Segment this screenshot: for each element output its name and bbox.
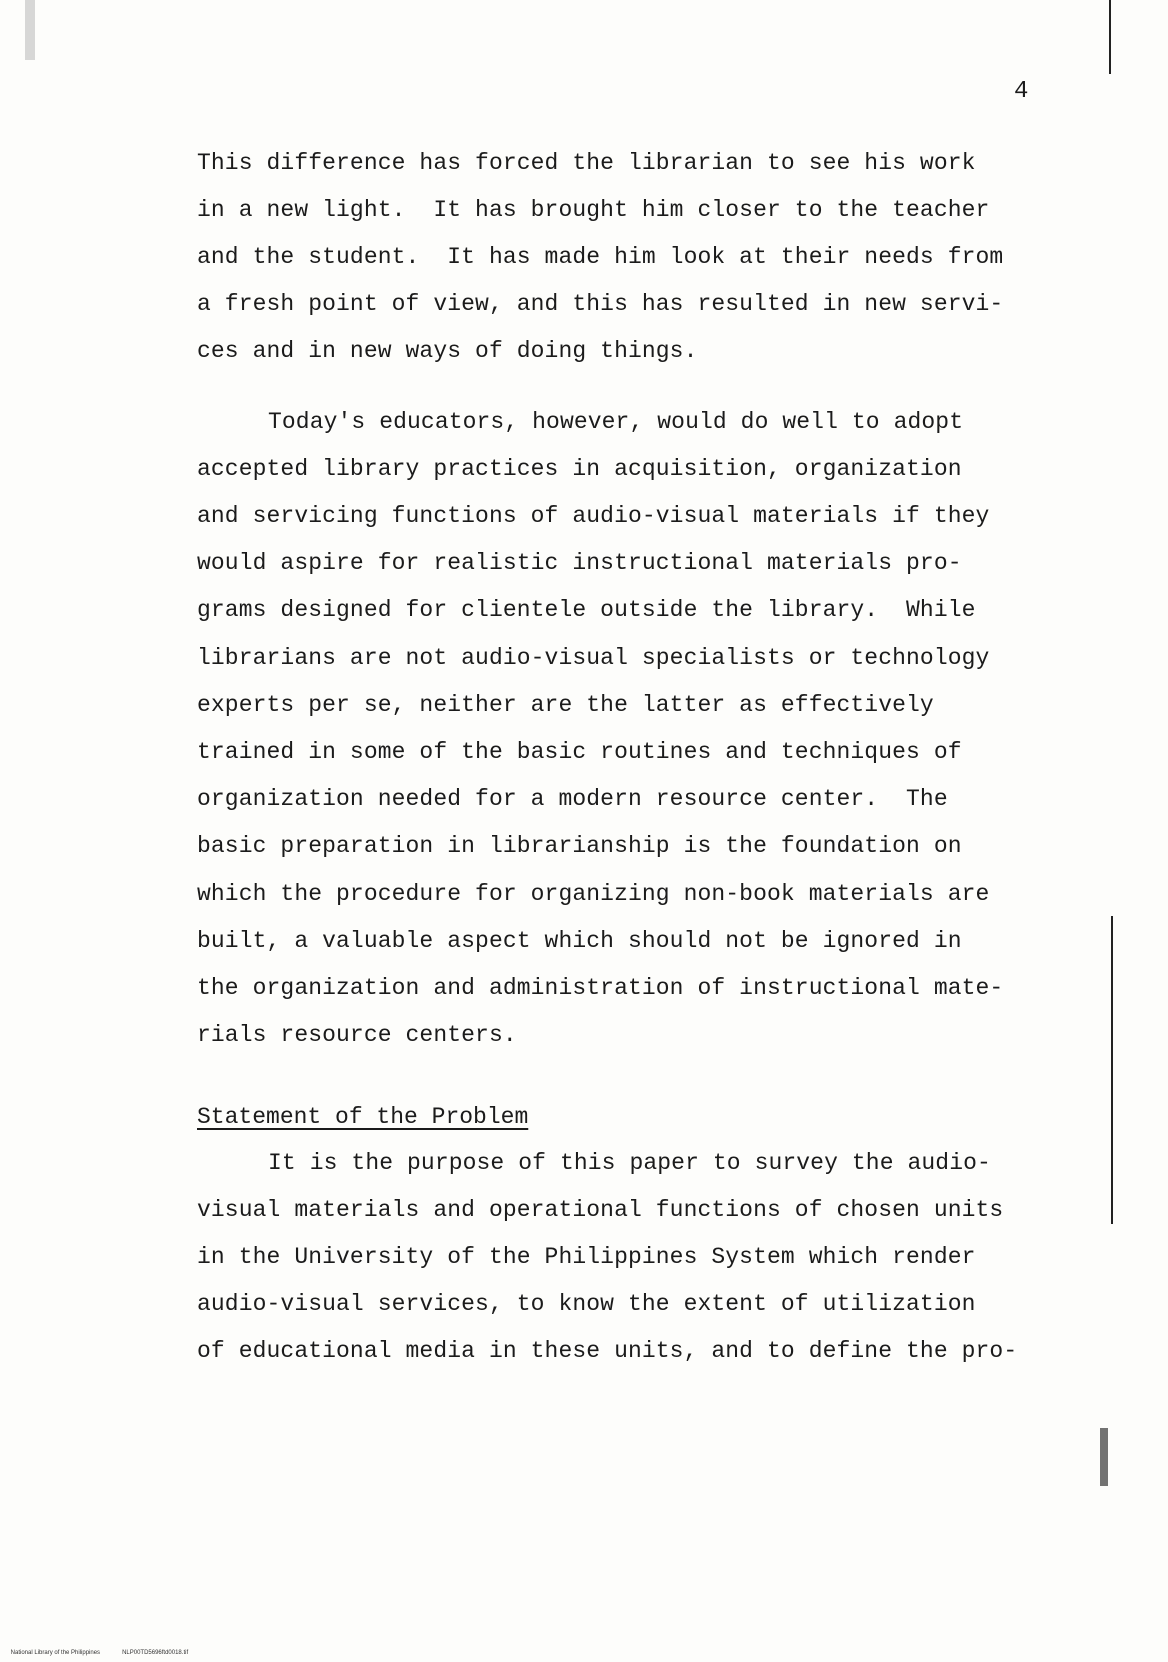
scan-artifact-bottom-right <box>1100 1428 1108 1486</box>
text-line: Today's educators, however, would do well to adopt <box>268 409 964 435</box>
text-line: trained in some of the basic routines and techniques of <box>197 739 962 765</box>
scan-edge-top-right <box>1109 0 1111 74</box>
text-line: experts per se, neither are the latter as effectively <box>197 692 934 718</box>
text-line: would aspire for realistic instructional materials pro- <box>197 550 962 576</box>
text-line: a fresh point of view, and this has resulted in new servi- <box>197 291 1004 317</box>
text-line: It is the purpose of this paper to survey the audio- <box>268 1150 991 1176</box>
scan-edge-right <box>1111 916 1113 1224</box>
scan-artifact-top-left <box>25 0 35 60</box>
text-line: librarians are not audio-visual specialists or technology <box>197 645 990 671</box>
text-line: and the student. It has made him look at their needs from <box>197 244 1004 270</box>
text-line: in a new light. It has brought him closer to the teacher <box>197 197 990 223</box>
text-line: rials resource centers. <box>197 1022 517 1048</box>
text-line: accepted library practices in acquisition, organization <box>197 456 962 482</box>
text-line: visual materials and operational functions of chosen units <box>197 1197 1004 1223</box>
text-line: ces and in new ways of doing things. <box>197 338 698 364</box>
footer <box>4 1644 188 1662</box>
footer-file-id: NLP00TD5696ftd0018.tif <box>122 1650 189 1656</box>
text-line: which the procedure for organizing non-book materials are <box>197 881 990 907</box>
page-number: 4 <box>1014 78 1029 105</box>
text-line: grams designed for clientele outside the library. While <box>197 597 976 623</box>
footer-institution: National Library of the Philippines <box>10 1650 101 1656</box>
text-line: basic preparation in librarianship is the foundation on <box>197 833 962 859</box>
text-line: and servicing functions of audio-visual materials if they <box>197 503 990 529</box>
text-line: This difference has forced the librarian to see his work <box>197 150 976 176</box>
text-line: built, a valuable aspect which should not be ignored in <box>197 928 962 954</box>
section-heading: Statement of the Problem <box>197 1104 529 1130</box>
text-line: the organization and administration of instructional mate- <box>197 975 1004 1001</box>
text-line: in the University of the Philippines System which render <box>197 1244 976 1270</box>
text-line: audio-visual services, to know the extent of utilization <box>197 1291 976 1317</box>
text-line: organization needed for a modern resource center. The <box>197 786 948 812</box>
text-line: of educational media in these units, and to define the pro- <box>197 1338 1018 1364</box>
